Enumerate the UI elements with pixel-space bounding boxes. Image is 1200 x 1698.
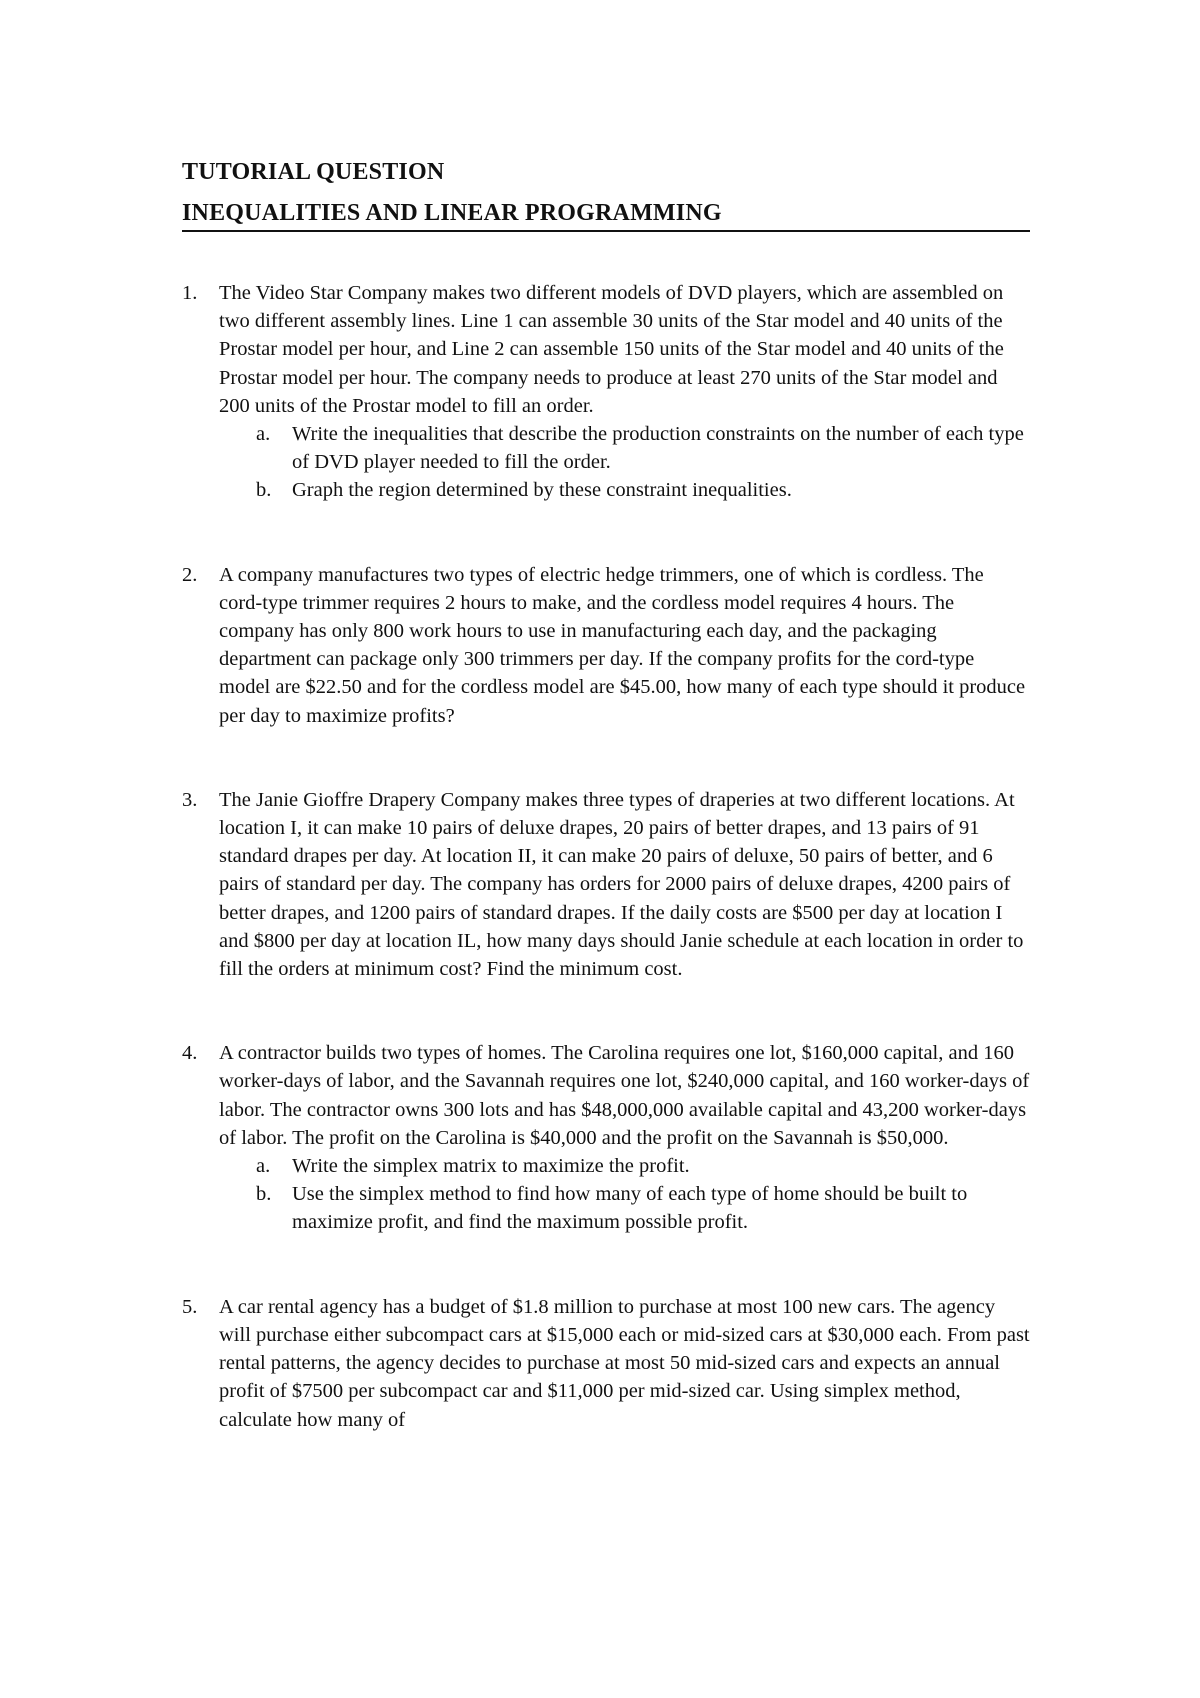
question-text: A company manufactures two types of electric hedge trimmers, one of which is cordless. The cord-type trimmer requires 2 hours to make, and the cordless model requires 4 hours. The company has only 800 work hours to use in manufacturing each day, and the packaging department can package only 300 trimmers per day. If the company profits for the cord-type model are $22.50 and for the cordless model are $45.00, how many of each type should it produce per day to maximize profits? [219, 563, 1026, 727]
question-5 [182, 1293, 1030, 1434]
question-number: 1. [182, 282, 198, 304]
question-1 [182, 279, 1030, 505]
question-list [182, 279, 1030, 1434]
title-block [182, 158, 1030, 232]
question-2 [182, 561, 1030, 730]
document-title: TUTORIAL QUESTION [182, 159, 445, 185]
sub-question-text: Write the simplex matrix to maximize the profit. [292, 1155, 690, 1178]
question-text: The Video Star Company makes two different models of DVD players, which are assembled on two different assembly lines. Line 1 can assemble 30 units of the Star model and 40 units of the Prostar model per hour, and Line 2 can assemble 150 units of the Star model and 40 units of the Prostar model per hour. The company needs to produce at least 270 units of the Star model and 200 units of the Prostar model to fill an order. [219, 282, 1004, 417]
question-3 [182, 786, 1030, 983]
sub-question-letter: a. [256, 423, 271, 446]
question-number: 5. [182, 1295, 198, 1318]
sub-question-list [219, 1152, 1030, 1237]
sub-question-letter: b. [256, 479, 272, 502]
question-number: 3. [182, 788, 198, 811]
question-number: 4. [182, 1042, 198, 1065]
sub-question-text: Graph the region determined by these constraint inequalities. [292, 479, 792, 502]
sub-question-letter: b. [256, 1183, 272, 1206]
document-subtitle: INEQUALITIES AND LINEAR PROGRAMMING [182, 199, 1030, 232]
sub-question-1b [219, 476, 1030, 504]
question-4 [182, 1039, 1030, 1236]
question-number: 2. [182, 563, 198, 586]
sub-question-4a [219, 1152, 1030, 1180]
sub-question-text: Write the inequalities that describe the production constraints on the number of each type of DVD player needed to fill the order. [292, 423, 1024, 474]
question-text: A car rental agency has a budget of $1.8 million to purchase at most 100 new cars. The agency will purchase either subcompact cars at $15,000 each or mid-sized cars at $30,000 each. From past rental patterns, the agency decides to purchase at most 50 mid-sized cars and expects an annual profit of $7500 per subcompact car and $11,000 per mid-sized car. Using simplex method, calculate how many of [219, 1295, 1030, 1431]
sub-question-text: Use the simplex method to find how many of each type of home should be built to maximize profit, and find the maximum possible profit. [292, 1183, 968, 1234]
sub-question-4b [219, 1180, 1030, 1236]
question-text: The Janie Gioffre Drapery Company makes three types of draperies at two different locations. At location I, it can make 10 pairs of deluxe drapes, 20 pairs of better drapes, and 13 pairs of 91 standard drapes per day. At location II, it can make 20 pairs of deluxe, 50 pairs of better, and 6 pairs of standard per day. The company has orders for 2000 pairs of deluxe drapes, 4200 pairs of better drapes, and 1200 pairs of standard drapes. If the daily costs are $500 per day at location I and $800 per day at location IL, how many days should Janie schedule at each location in order to fill the orders at minimum cost? Find the minimum cost. [219, 788, 1024, 981]
sub-question-letter: a. [256, 1155, 271, 1178]
question-text: A contractor builds two types of homes. The Carolina requires one lot, $160,000 capital, and 160 worker-days of labor, and the Savannah requires one lot, $240,000 capital, and 160 worker-days of labor. The contractor owns 300 lots and has $48,000,000 available capital and 43,200 worker-days of labor. The profit on the Carolina is $40,000 and the profit on the Savannah is $50,000. [219, 1042, 1030, 1149]
sub-question-1a [219, 420, 1030, 476]
sub-question-list [219, 420, 1030, 505]
